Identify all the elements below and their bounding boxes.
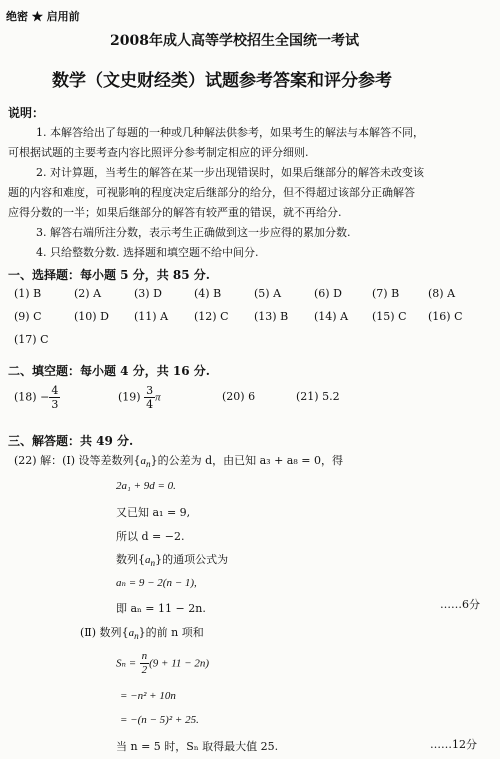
answer-5: (5) A (254, 287, 282, 300)
note-1b: 可根据试题的主要考查内容比照评分参考制定相应的评分细则. (8, 146, 309, 159)
answer-10: (10) D (74, 310, 109, 323)
sum-line-2: = −n² + 10n (120, 690, 176, 702)
answer-17: (17) C (14, 333, 49, 346)
note-2b: 题的内容和难度，可视影响的程度决定后继部分的给分，但不得超过该部分正确解答 (8, 186, 415, 199)
note-1a: 1. 本解答给出了每题的一种或几种解法供参考，如果考生的解法与本解答不同， (36, 126, 424, 139)
section1-heading: 一、选择题：每小题 5 分，共 85 分. (8, 268, 210, 282)
exam-title: 2008年成人高等学校招生全国统一考试 (110, 33, 359, 49)
answer-13: (13) B (254, 310, 289, 323)
answer-9: (9) C (14, 310, 42, 323)
answer-1: (1) B (14, 287, 42, 300)
answer-12: (12) C (194, 310, 229, 323)
answer-15: (15) C (372, 310, 407, 323)
fill-answer-19: (19) $\frac{3}{4}$ π (118, 384, 161, 411)
answer-6: (6) D (314, 287, 342, 300)
answer-8: (8) A (428, 287, 456, 300)
confidential-mark: 绝密 ★ 启用前 (6, 10, 80, 23)
sum-line-3: = −(n − 5)² + 25. (120, 714, 199, 726)
solution-line-6: 即 aₙ = 11 − 2n. (116, 602, 206, 615)
score-12: ……12分 (430, 738, 477, 751)
sum-formula: Sₙ = $\frac{n}{2}$ (9 + 11 − 2n) (116, 650, 209, 676)
solution-line-3: 所以 d = −2. (116, 530, 185, 543)
subject-title: 数学（文史财经类）试题参考答案和评分参考 (52, 71, 392, 91)
q22-part1-intro: (22) 解：(Ⅰ) 设等差数列$\{a_n\}$的公差为 d，由已知 a₃ + a₈ = 0，得 (14, 454, 343, 470)
q22-part2-intro: (Ⅱ) 数列$\{a_n\}$的前 n 项和 (80, 626, 204, 642)
section3-heading: 三、解答题：共 49 分. (8, 434, 134, 448)
solution-line-2: 又已知 a₁ = 9, (116, 506, 191, 519)
answer-14: (14) A (314, 310, 349, 323)
notes-heading: 说明： (8, 106, 45, 120)
answer-2: (2) A (74, 287, 102, 300)
answer-3: (3) D (134, 287, 162, 300)
answer-16: (16) C (428, 310, 463, 323)
note-2a: 2. 对计算题，当考生的解答在某一步出现错误时，如果后继部分的解答未改变该 (36, 166, 424, 179)
answer-7: (7) B (372, 287, 400, 300)
answer-11: (11) A (134, 310, 169, 323)
score-6: ……6分 (440, 598, 480, 611)
fill-answer-20: (20) 6 (222, 390, 256, 403)
solution-line-5: aₙ = 9 − 2(n − 1), (116, 577, 197, 589)
note-4: 4. 只给整数分数. 选择题和填空题不给中间分. (36, 246, 259, 259)
note-3: 3. 解答右端所注分数，表示考生正确做到这一步应得的累加分数. (36, 226, 351, 239)
conclusion-line: 当 n = 5 时，Sₙ 取得最大值 25. (116, 740, 279, 753)
solution-line-4: 数列$\{a_n\}$的通项公式为 (116, 553, 229, 569)
solution-line-1: 2a₁ + 9d = 0. (116, 480, 176, 492)
fill-answer-21: (21) 5.2 (296, 390, 340, 403)
answer-4: (4) B (194, 287, 222, 300)
section2-heading: 二、填空题：每小题 4 分，共 16 分. (8, 364, 210, 378)
note-2c: 应得分数的一半；如果后继部分的解答有较严重的错误，就不再给分. (8, 206, 342, 219)
fill-answer-18: (18) − $\frac{4}{3}$ (14, 384, 59, 411)
